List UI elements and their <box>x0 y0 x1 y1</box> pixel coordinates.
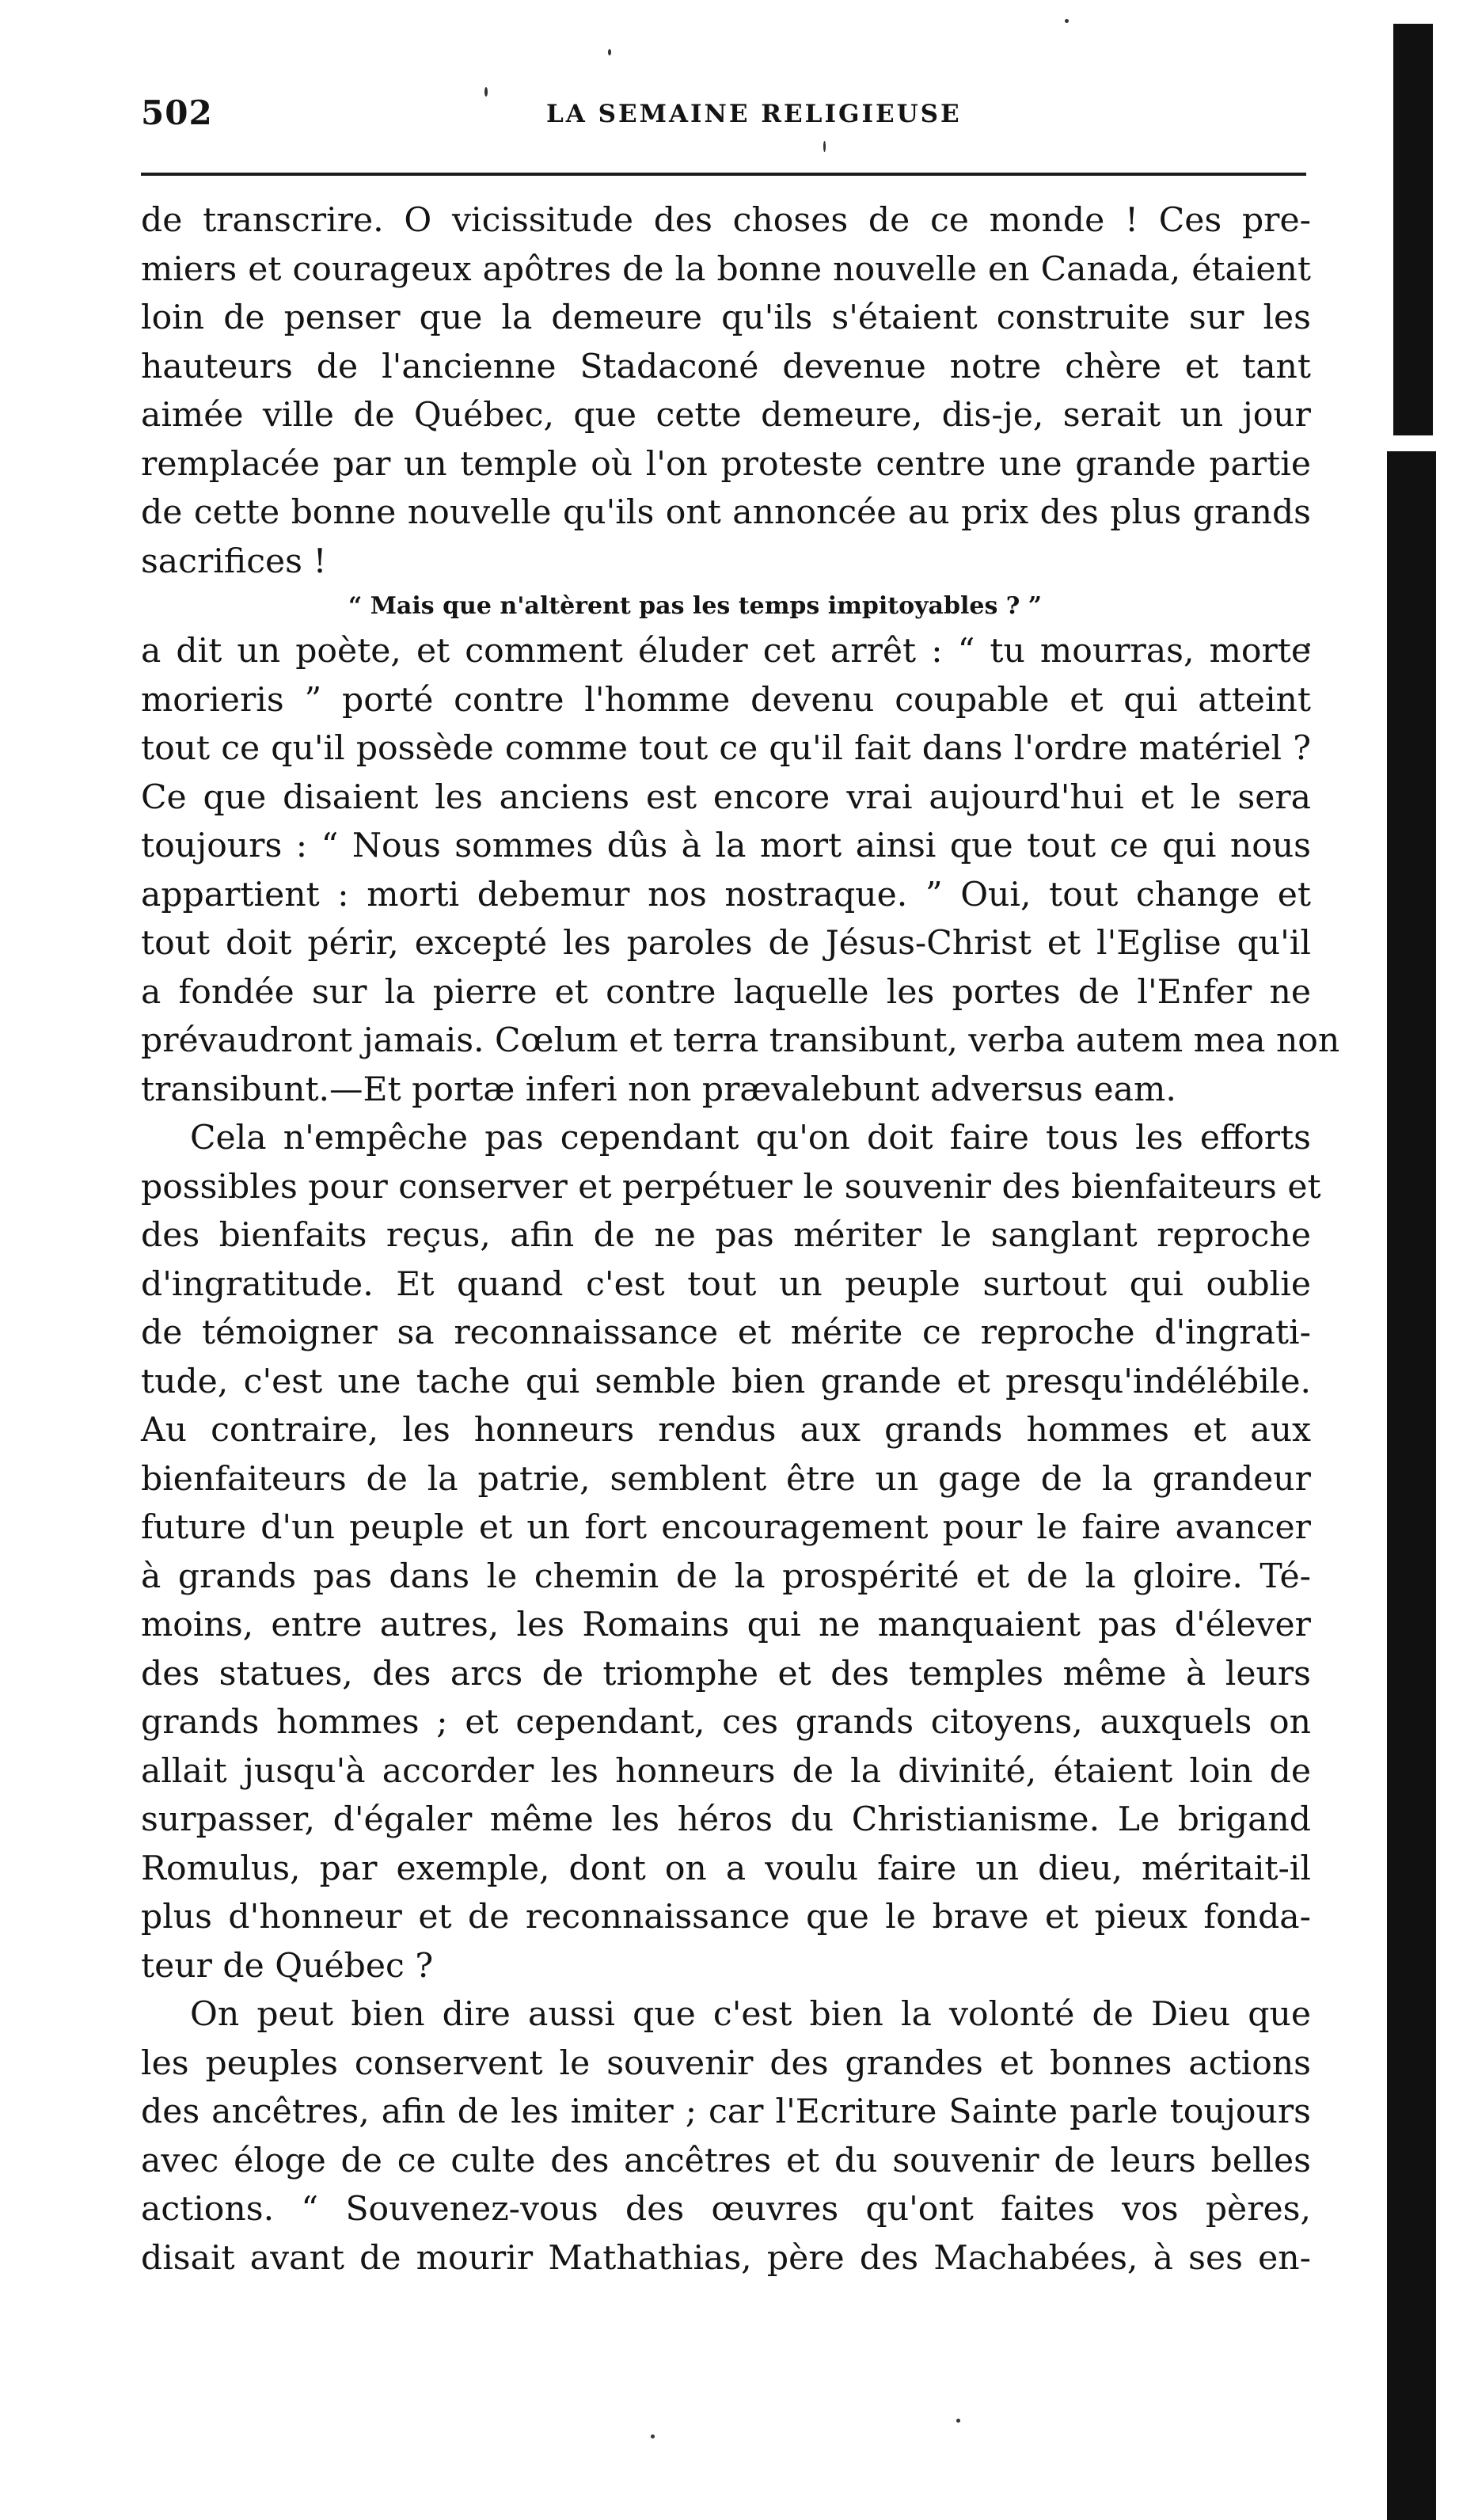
speck <box>651 2434 655 2438</box>
text-line: prévaudront jamais. Cœlum et terra transibunt, verba autem mea non <box>141 1021 1340 1060</box>
text-line: à grands pas dans le chemin de la prospérité et de la gloire. Té- <box>141 1556 1311 1596</box>
text-line: aimée ville de Québec, que cette demeure, dis-je, serait un jour <box>141 396 1311 435</box>
text-line: possibles pour conserver et perpétuer le souvenir des bienfaiteurs et <box>141 1167 1321 1207</box>
text-line: remplacée par un temple où l'on proteste centre une grande partie <box>141 444 1311 484</box>
text-line: d'ingratitude. Et quand c'est tout un peuple surtout qui oublie <box>141 1264 1311 1304</box>
speck <box>1065 19 1069 23</box>
text-line: a fondée sur la pierre et contre laquelle les portes de l'Enfer ne <box>141 972 1311 1012</box>
text-line: de témoigner sa reconnaissance et mérite ce reproche d'ingrati- <box>141 1313 1311 1352</box>
running-title: LA SEMAINE RELIGIEUSE <box>546 100 962 128</box>
text-line: actions. “ Souvenez-vous des œuvres qu'ont faites vos pères, <box>141 2190 1311 2229</box>
text-line: teur de Québec ? <box>141 1946 434 1986</box>
text-line: Au contraire, les honneurs rendus aux grands hommes et aux <box>141 1411 1311 1450</box>
text-line: des ancêtres, afin de les imiter ; car l'Ecriture Sainte parle toujours <box>141 2092 1311 2131</box>
text-line: morieris ” porté contre l'homme devenu coupable et qui atteint <box>141 680 1311 720</box>
text-line: Romulus, par exemple, dont on a voulu faire un dieu, méritait-il <box>141 1849 1311 1888</box>
speck <box>823 141 826 152</box>
text-line: toujours : “ Nous sommes dûs à la mort ainsi que tout ce qui nous <box>141 827 1311 865</box>
text-line: de transcrire. O vicissitude des choses de ce monde ! Ces pre- <box>141 201 1311 240</box>
page-number: 502 <box>141 93 213 132</box>
text-line: des statues, des arcs de triomphe et des temples même à leurs <box>141 1654 1311 1693</box>
text-line: des bienfaits reçus, afin de ne pas mériter le sanglant reproche <box>141 1216 1311 1255</box>
binding-edge-bottom <box>1387 451 1436 2520</box>
text-line: de cette bonne nouvelle qu'ils ont annoncée au prix des plus grands <box>141 493 1311 532</box>
text-line: On peut bien dire aussi que c'est bien la volonté de Dieu que <box>190 1995 1311 2034</box>
text-line: transibunt.—Et portæ inferi non prævalebunt adversus eam. <box>141 1070 1176 1109</box>
text-line: plus d'honneur et de reconnaissance que le brave et pieux fonda- <box>141 1898 1311 1937</box>
text-line: Cela n'empêche pas cependant qu'on doit faire tous les efforts <box>190 1119 1311 1157</box>
text-line: surpasser, d'égaler même les héros du Christianisme. Le brigand <box>141 1800 1311 1839</box>
text-line: grands hommes ; et cependant, ces grands citoyens, auxquels on <box>141 1703 1311 1742</box>
quoted-verse: “ Mais que n'altèrent pas les temps impitoyables ? ” <box>348 592 1043 620</box>
text-line: bienfaiteurs de la patrie, semblent être un gage de la grandeur <box>141 1459 1311 1499</box>
text-line: loin de penser que la demeure qu'ils s'étaient construite sur les <box>141 298 1311 337</box>
text-line: les peuples conservent le souvenir des grandes et bonnes actions <box>141 2043 1311 2083</box>
text-line: sacrifices ! <box>141 542 327 581</box>
text-line: allait jusqu'à accorder les honneurs de la divinité, étaient loin de <box>141 1751 1311 1791</box>
text-line: tout doit périr, excepté les paroles de Jésus-Christ et l'Eglise qu'il <box>141 924 1311 963</box>
speck <box>956 2419 960 2423</box>
text-line: appartient : morti debemur nos nostraque. ” Oui, tout change et <box>141 875 1311 914</box>
text-line: a dit un poète, et comment éluder cet arrêt : “ tu mourras, morte <box>141 632 1311 671</box>
text-line: miers et courageux apôtres de la bonne nouvelle en Canada, étaient <box>141 249 1311 289</box>
speck <box>484 87 488 97</box>
text-line: tude, c'est une tache qui semble bien grande et presqu'indélébile. <box>141 1362 1311 1401</box>
speck <box>608 49 611 55</box>
text-line: tout ce qu'il possède comme tout ce qu'il fait dans l'ordre matériel ? <box>141 729 1311 768</box>
text-line: avec éloge de ce culte des ancêtres et du souvenir de leurs belles <box>141 2141 1311 2180</box>
binding-edge-top <box>1393 24 1433 435</box>
text-line: future d'un peuple et un fort encouragement pour le faire avancer <box>141 1508 1311 1547</box>
text-line: hauteurs de l'ancienne Stadaconé devenue notre chère et tant <box>141 347 1311 386</box>
text-line: moins, entre autres, les Romains qui ne manquaient pas d'élever <box>141 1606 1311 1644</box>
header-rule <box>141 173 1306 176</box>
text-line: Ce que disaient les anciens est encore vrai aujourd'hui et le sera <box>141 777 1311 817</box>
body-text <box>141 196 1340 2282</box>
text-line: disait avant de mourir Mathathias, père des Machabées, à ses en- <box>141 2238 1311 2278</box>
